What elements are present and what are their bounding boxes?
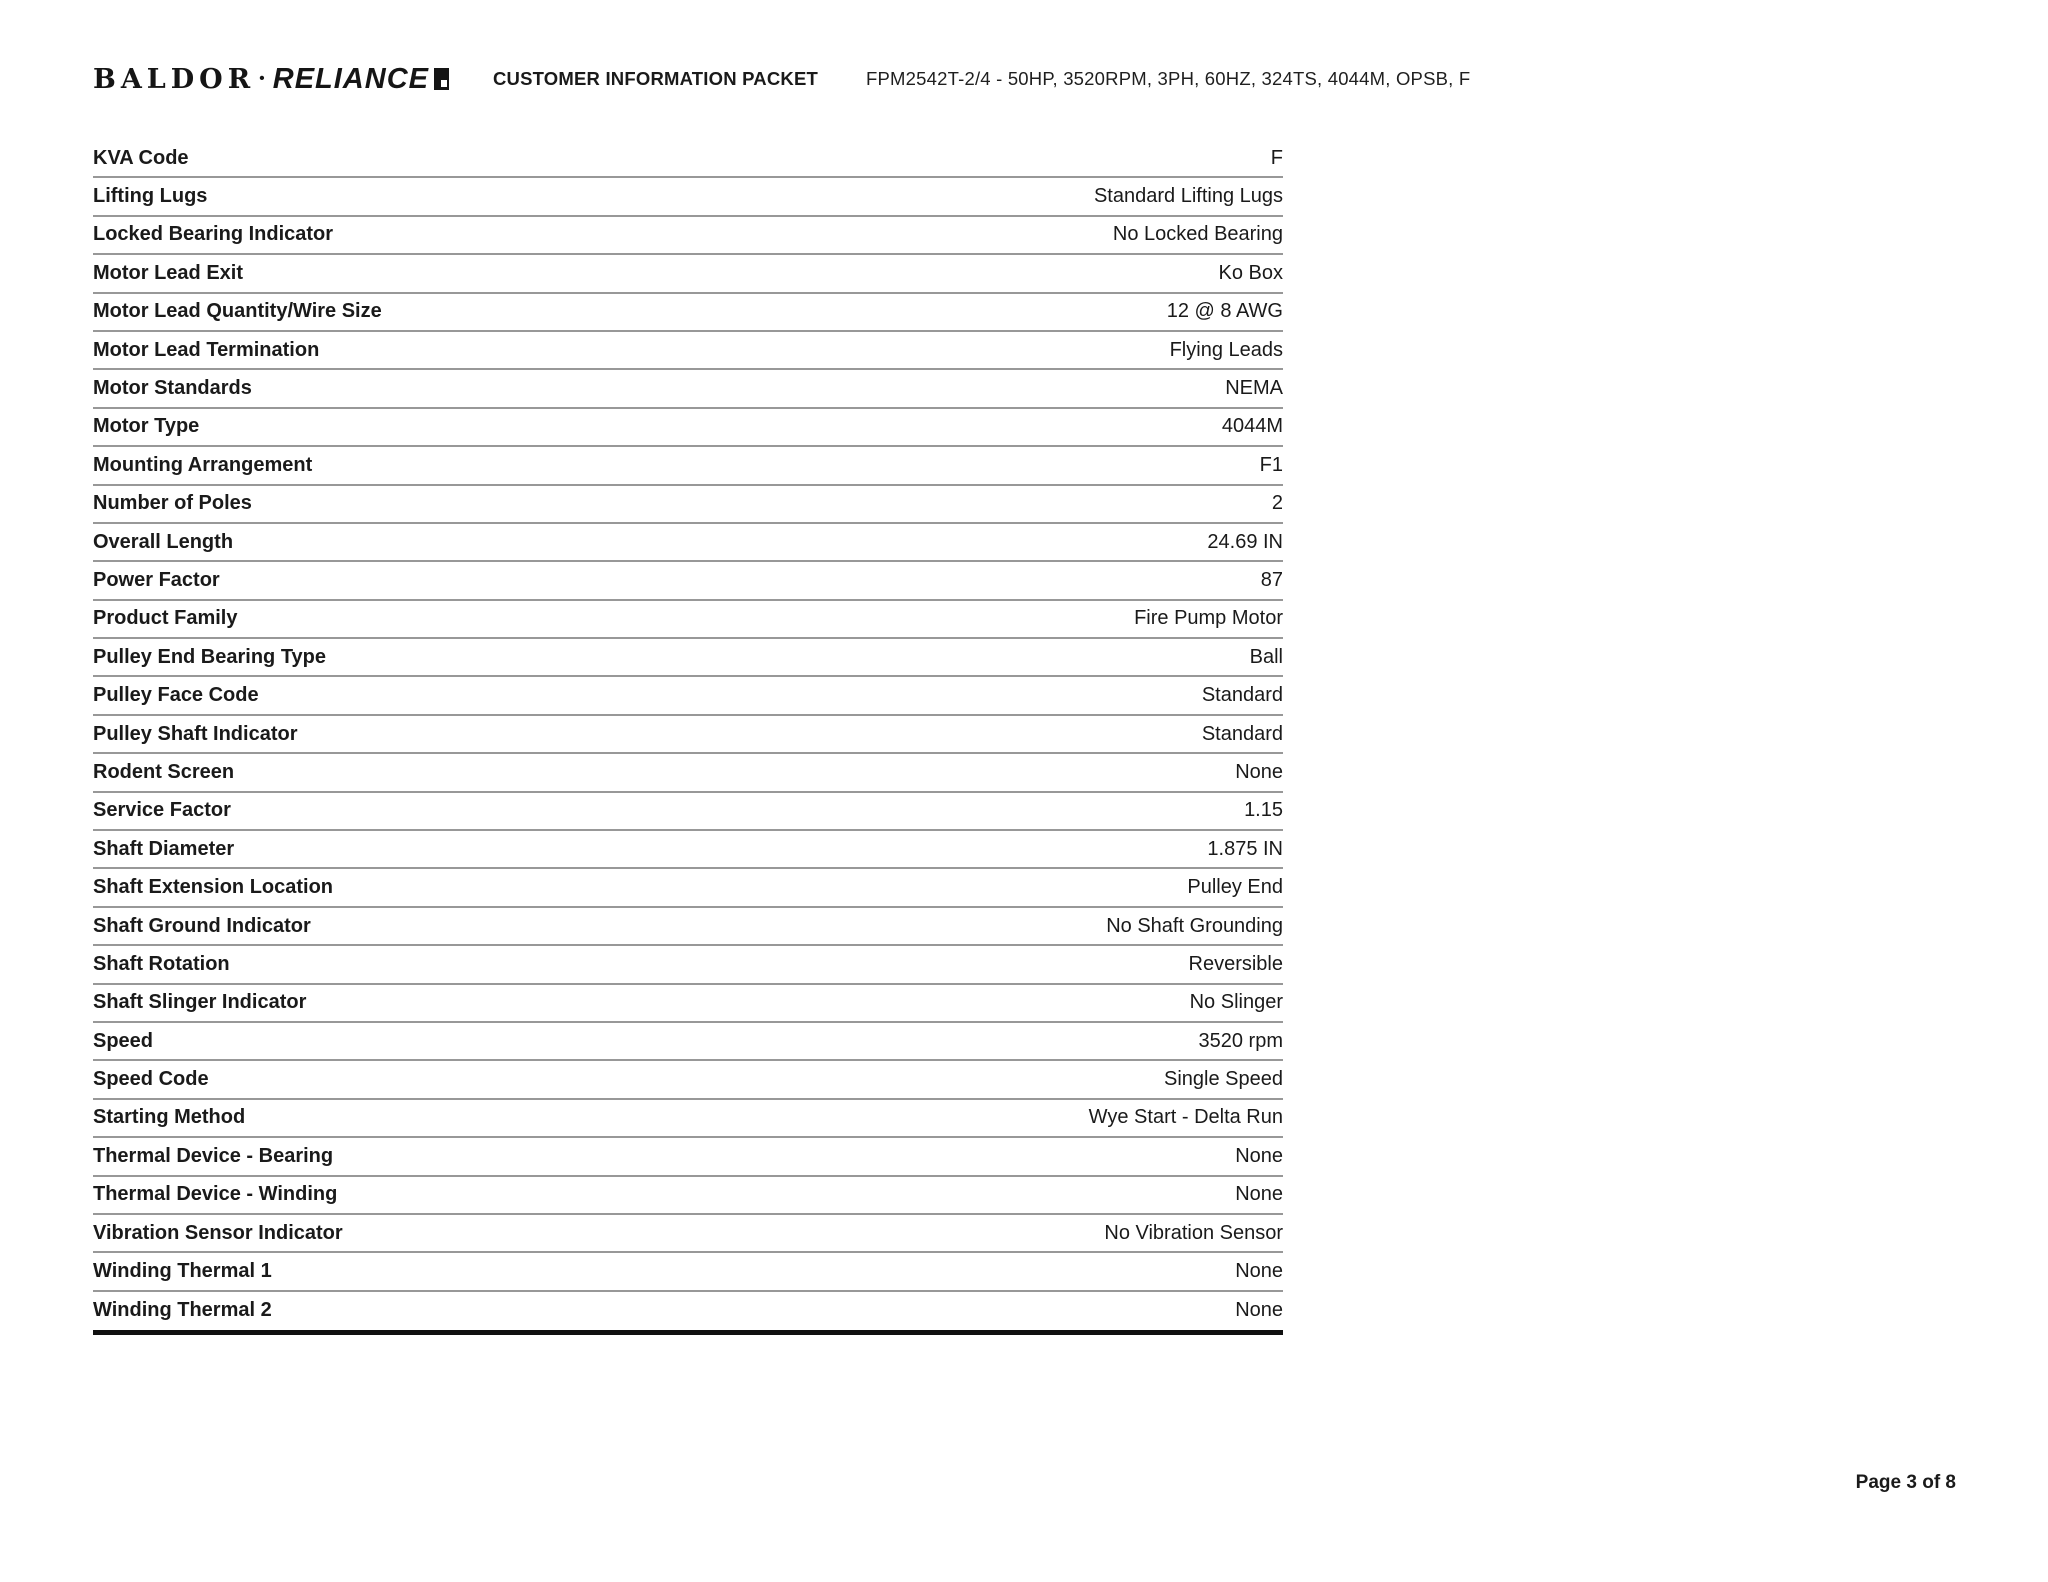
- row-value: No Slinger: [1189, 991, 1283, 1014]
- row-label: Overall Length: [93, 530, 234, 553]
- table-row: [93, 294, 1283, 332]
- row-value: Wye Start - Delta Run: [1088, 1106, 1283, 1129]
- row-value: No Locked Bearing: [1112, 223, 1283, 246]
- row-label: Winding Thermal 1: [93, 1260, 272, 1283]
- row-label: Shaft Diameter: [93, 837, 235, 860]
- row-label: Shaft Rotation: [93, 952, 230, 975]
- table-row: [93, 1292, 1283, 1330]
- row-label: Thermal Device - Winding: [93, 1183, 338, 1206]
- row-value: Ball: [1249, 645, 1283, 668]
- row-value: None: [1235, 1144, 1283, 1167]
- row-label: Service Factor: [93, 799, 231, 822]
- row-value: F: [1270, 146, 1283, 169]
- table-row: [93, 985, 1283, 1023]
- row-label: Motor Type: [93, 415, 200, 438]
- row-value: 12 @ 8 AWG: [1166, 300, 1283, 323]
- row-value: 1.875 IN: [1207, 837, 1283, 860]
- document-title: CUSTOMER INFORMATION PACKET: [492, 68, 819, 89]
- row-label: Motor Lead Exit: [93, 261, 244, 284]
- brand-baldor-wordmark: BALDOR: [93, 63, 256, 95]
- table-row: [93, 1023, 1283, 1061]
- table-row: [93, 140, 1283, 178]
- spec-table: [93, 140, 1283, 1335]
- row-value: 1.15: [1244, 799, 1283, 822]
- row-label: Shaft Extension Location: [93, 876, 334, 899]
- row-value: None: [1235, 1183, 1283, 1206]
- row-value: NEMA: [1225, 377, 1283, 400]
- table-row: [93, 1177, 1283, 1215]
- page-header: [93, 58, 1955, 100]
- row-label: Shaft Ground Indicator: [93, 914, 311, 937]
- row-label: Power Factor: [93, 568, 220, 591]
- table-row: [93, 562, 1283, 600]
- row-label: Speed: [93, 1029, 154, 1052]
- brand-logo: [93, 63, 449, 96]
- row-label: Locked Bearing Indicator: [93, 223, 334, 246]
- row-value: Standard: [1201, 722, 1283, 745]
- table-row: [93, 409, 1283, 447]
- row-value: 24.69 IN: [1207, 530, 1283, 553]
- row-value: No Vibration Sensor: [1104, 1221, 1283, 1244]
- table-row: [93, 1253, 1283, 1291]
- brand-dot-separator-icon: •: [259, 70, 265, 87]
- table-row: [93, 447, 1283, 485]
- table-row: [93, 793, 1283, 831]
- row-value: None: [1235, 1260, 1283, 1283]
- row-value: F1: [1259, 453, 1283, 476]
- table-row: [93, 639, 1283, 677]
- table-row: [93, 601, 1283, 639]
- table-row: [93, 255, 1283, 293]
- table-row: [93, 1138, 1283, 1176]
- row-label: Pulley End Bearing Type: [93, 645, 327, 668]
- table-row: [93, 908, 1283, 946]
- table-row: [93, 716, 1283, 754]
- row-value: Ko Box: [1218, 261, 1283, 284]
- row-value: 2: [1271, 492, 1283, 515]
- table-row: [93, 332, 1283, 370]
- row-label: Lifting Lugs: [93, 185, 208, 208]
- row-value: 3520 rpm: [1198, 1029, 1283, 1052]
- row-label: Motor Lead Termination: [93, 338, 320, 361]
- row-value: None: [1235, 1299, 1283, 1322]
- table-row: [93, 524, 1283, 562]
- row-label: Vibration Sensor Indicator: [93, 1221, 343, 1244]
- row-value: No Shaft Grounding: [1106, 914, 1283, 937]
- row-label: Product Family: [93, 607, 238, 630]
- row-label: Number of Poles: [93, 492, 252, 515]
- row-value: Reversible: [1188, 952, 1283, 975]
- table-row: [93, 1100, 1283, 1138]
- table-row: [93, 946, 1283, 984]
- row-value: 87: [1260, 568, 1283, 591]
- brand-reliance-wordmark: RELIANCE: [272, 62, 429, 95]
- row-label: Rodent Screen: [93, 760, 235, 783]
- row-label: Mounting Arrangement: [93, 453, 313, 476]
- row-value: Pulley End: [1187, 876, 1283, 899]
- row-label: Pulley Face Code: [93, 684, 259, 707]
- row-value: Standard Lifting Lugs: [1093, 185, 1283, 208]
- table-row: [93, 217, 1283, 255]
- row-value: Standard: [1201, 684, 1283, 707]
- table-row: [93, 178, 1283, 216]
- row-value: None: [1235, 760, 1283, 783]
- row-label: Shaft Slinger Indicator: [93, 991, 307, 1014]
- row-label: KVA Code: [93, 146, 189, 169]
- product-description: FPM2542T-2/4 - 50HP, 3520RPM, 3PH, 60HZ, 324TS, 4044M, OPSB, F: [866, 68, 1471, 89]
- table-row: [93, 831, 1283, 869]
- spec-table-body: [93, 140, 1283, 1330]
- row-label: Motor Standards: [93, 377, 252, 400]
- table-row: [93, 677, 1283, 715]
- row-value: Single Speed: [1164, 1068, 1283, 1091]
- row-label: Starting Method: [93, 1106, 246, 1129]
- row-label: Winding Thermal 2: [93, 1299, 272, 1322]
- row-label: Speed Code: [93, 1068, 209, 1091]
- row-label: Pulley Shaft Indicator: [93, 722, 298, 745]
- row-label: Motor Lead Quantity/Wire Size: [93, 300, 382, 323]
- row-value: 4044M: [1221, 415, 1283, 438]
- table-row: [93, 370, 1283, 408]
- row-value: Flying Leads: [1169, 338, 1283, 361]
- table-row: [93, 754, 1283, 792]
- table-row: [93, 486, 1283, 524]
- table-row: [93, 1061, 1283, 1099]
- table-row: [93, 869, 1283, 907]
- table-row: [93, 1215, 1283, 1253]
- row-value: Fire Pump Motor: [1134, 607, 1283, 630]
- row-label: Thermal Device - Bearing: [93, 1144, 334, 1167]
- page-number: Page 3 of 8: [1855, 1472, 1956, 1493]
- brand-trademark-icon: [434, 68, 449, 90]
